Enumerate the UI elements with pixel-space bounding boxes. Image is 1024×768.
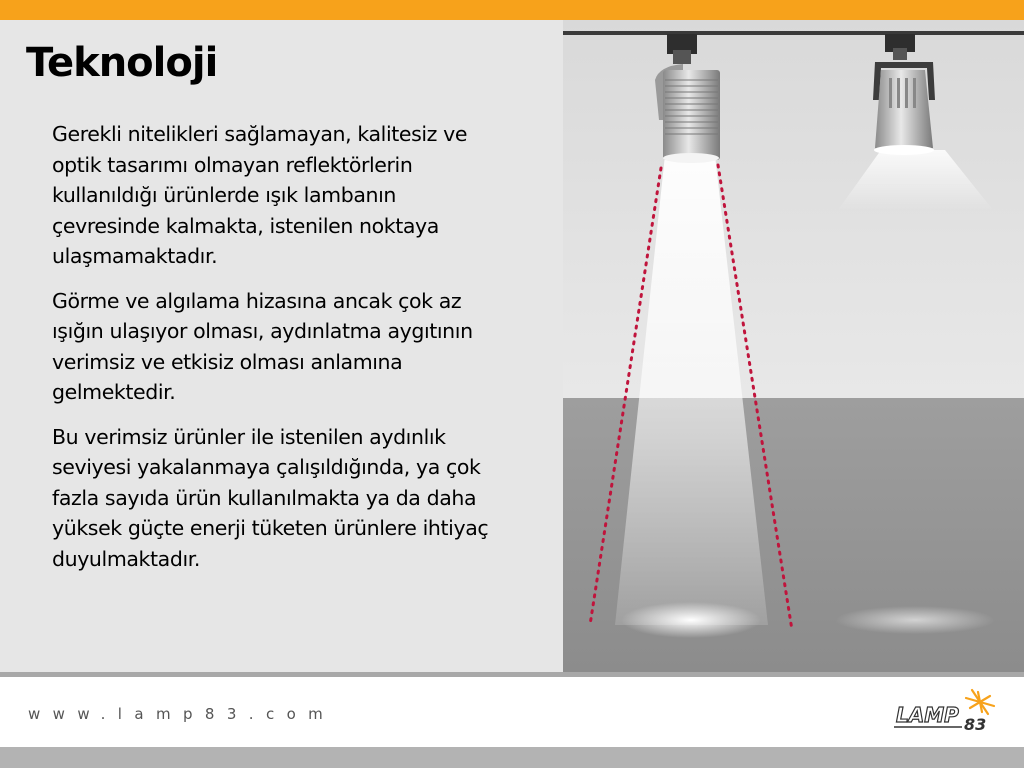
paragraph-1: Gerekli nitelikleri sağlamayan, kalitesiz ve optik tasarımı olmayan reflektörlerin kullanıldığı ürünlerde ışık lambanın çevresinde kalmakta, istenilen noktaya ulaşmamaktadır. [52,122,468,268]
paragraph-3: Bu verimsiz ürünler ile istenilen aydınlık seviyesi yakalanmaya çalışıldığında, ya çok fazla sayıda ürün kullanılmakta ya da daha yüksek güçte enerji tüketen ürünlere ihtiyaç duyulmaktadır. [52,424,489,571]
paragraph-2: Görme ve algılama hizasına ancak çok az ışığın ulaşıyor olması, aydınlatma aygıtının verimsiz ve etkisiz olması anlamına gelmektedir. [52,288,473,404]
lamp83-logo [890,686,1005,738]
top-accent-bar [0,0,1024,20]
slide-title: Teknoloji [26,40,218,86]
bottom-bar [0,747,1024,768]
logo-number: 83 [964,715,987,734]
slide-body [52,119,497,588]
spotlight-comparison-illustration [563,20,1024,672]
logo-wordmark: LAMP [896,703,959,727]
website-url[interactable]: www.lamp83.com [28,705,336,723]
